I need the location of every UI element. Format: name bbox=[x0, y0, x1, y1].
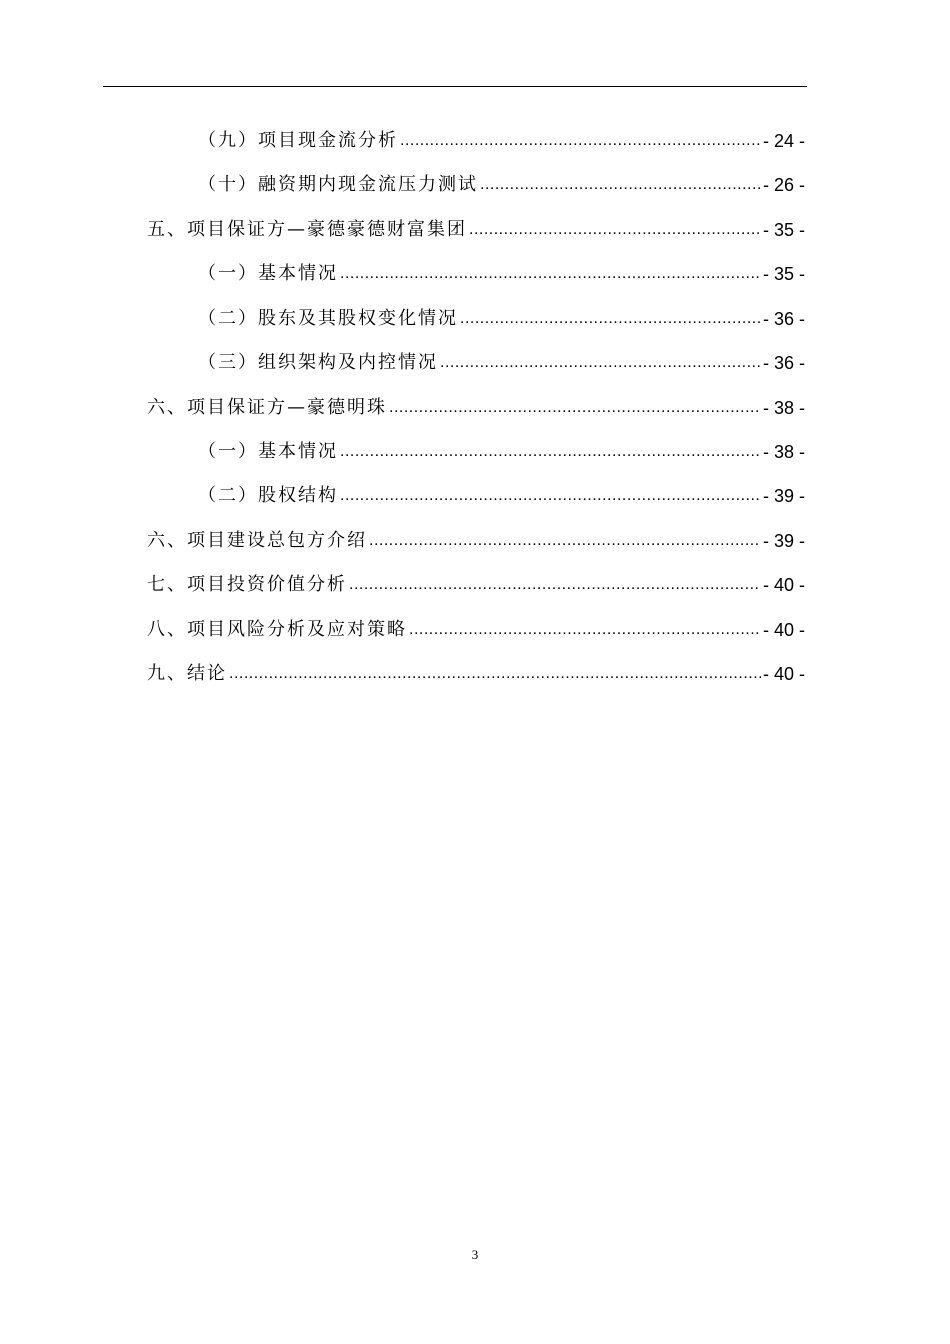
toc-entry-page: - 39 - bbox=[762, 486, 805, 506]
toc-dot-leader bbox=[349, 570, 761, 600]
toc-entry-page: - 35 - bbox=[762, 220, 805, 240]
toc-entry-title: （二）股东及其股权变化情况 bbox=[198, 308, 458, 329]
page-number: 3 bbox=[471, 1247, 479, 1262]
toc-dot-leader bbox=[229, 659, 761, 689]
toc-entry-title: 六、项目保证方—豪德明珠 bbox=[147, 397, 387, 418]
toc-entry[interactable] bbox=[147, 570, 805, 600]
toc-dot-leader bbox=[440, 348, 761, 378]
toc-entry[interactable] bbox=[198, 259, 805, 289]
toc-entry-title: 五、项目保证方—豪德豪德财富集团 bbox=[147, 219, 467, 240]
toc-entry-title: 七、项目投资价值分析 bbox=[147, 574, 347, 595]
toc-entry-title: （九）项目现金流分析 bbox=[198, 130, 398, 151]
toc-entry[interactable] bbox=[198, 437, 805, 467]
toc-entry-title: （十）融资期内现金流压力测试 bbox=[198, 174, 478, 195]
toc-dot-leader bbox=[400, 126, 761, 156]
toc-entry[interactable] bbox=[147, 215, 805, 245]
toc-dot-leader bbox=[340, 259, 761, 289]
toc-entry-page: - 36 - bbox=[762, 353, 805, 373]
toc-entry[interactable] bbox=[198, 348, 805, 378]
toc-entry-page: - 40 - bbox=[762, 575, 805, 595]
toc-entry[interactable] bbox=[147, 393, 805, 423]
toc-entry[interactable] bbox=[198, 481, 805, 511]
toc-entry-title: 九、结论 bbox=[147, 663, 227, 684]
toc-entry-page: - 40 - bbox=[762, 664, 805, 684]
header-rule bbox=[103, 86, 807, 87]
toc-dot-leader bbox=[340, 481, 761, 511]
toc-entry-page: - 26 - bbox=[762, 175, 805, 195]
toc-entry[interactable] bbox=[147, 615, 805, 645]
toc-entry-page: - 36 - bbox=[762, 309, 805, 329]
toc-entry-page: - 24 - bbox=[762, 131, 805, 151]
toc-entry[interactable] bbox=[147, 659, 805, 689]
toc-entry-title: （二）股权结构 bbox=[198, 485, 338, 506]
toc-entry[interactable] bbox=[198, 304, 805, 334]
toc-entry-page: - 40 - bbox=[762, 620, 805, 640]
toc-entry[interactable] bbox=[198, 170, 805, 200]
toc-dot-leader bbox=[340, 437, 761, 467]
toc-entry-page: - 35 - bbox=[762, 264, 805, 284]
toc-entry[interactable] bbox=[147, 526, 805, 556]
toc-entry-page: - 39 - bbox=[762, 531, 805, 551]
toc-entry-title: （一）基本情况 bbox=[198, 441, 338, 462]
toc-dot-leader bbox=[460, 304, 761, 334]
toc-dot-leader bbox=[480, 170, 761, 200]
toc-dot-leader bbox=[389, 393, 761, 423]
toc-entry-page: - 38 - bbox=[762, 442, 805, 462]
toc-entry[interactable] bbox=[198, 126, 805, 156]
toc-entry-page: - 38 - bbox=[762, 398, 805, 418]
toc-dot-leader bbox=[369, 526, 761, 556]
toc-entry-title: 八、项目风险分析及应对策略 bbox=[147, 619, 407, 640]
toc-dot-leader bbox=[409, 615, 761, 645]
toc-entry-title: 六、项目建设总包方介绍 bbox=[147, 530, 367, 551]
toc-entry-title: （一）基本情况 bbox=[198, 263, 338, 284]
toc-dot-leader bbox=[469, 215, 761, 245]
toc-entry-title: （三）组织架构及内控情况 bbox=[198, 352, 438, 373]
